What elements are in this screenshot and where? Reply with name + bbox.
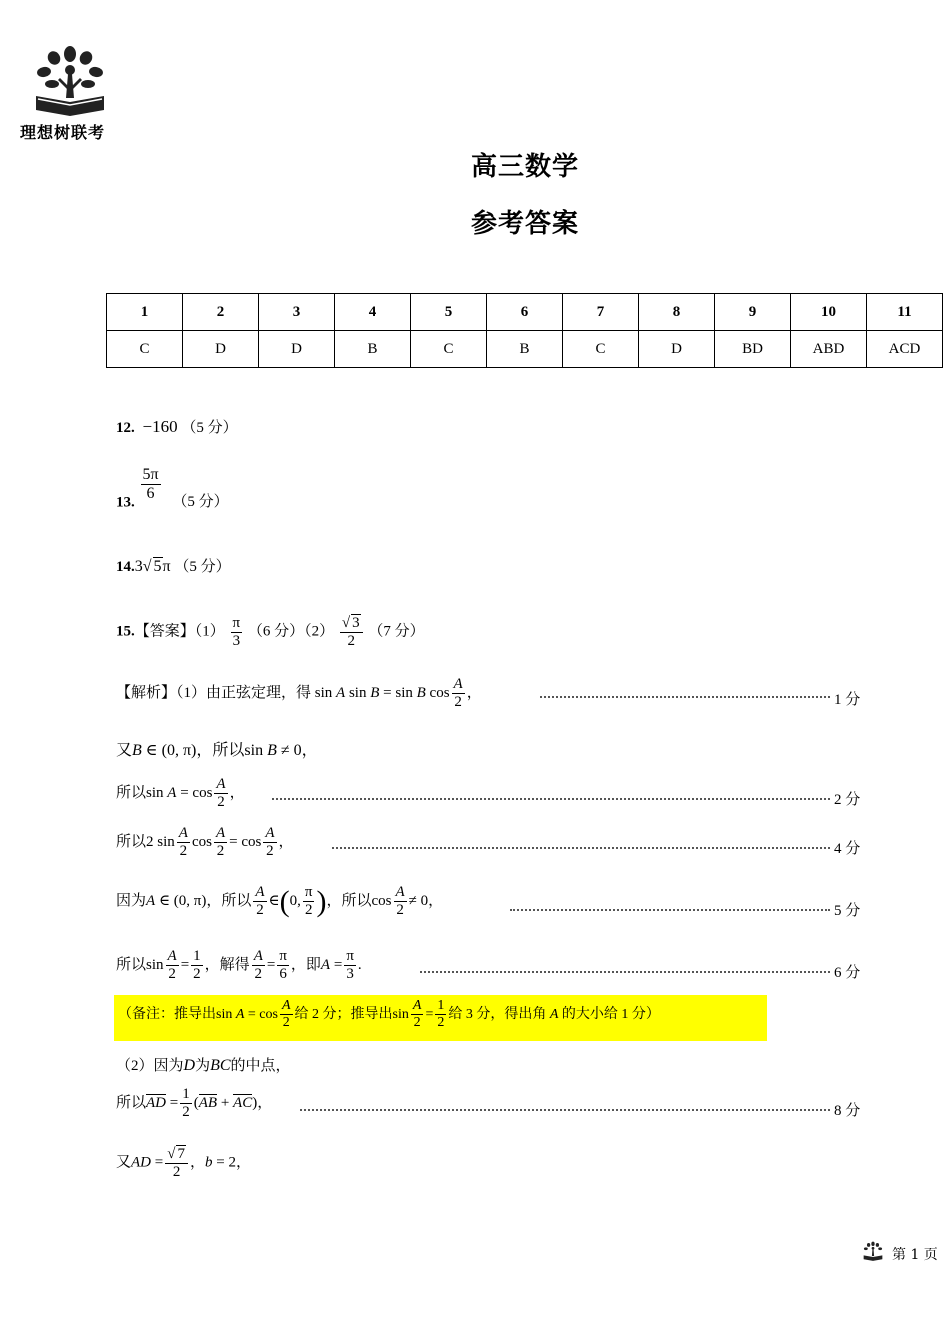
solution-l5-b: ，所以 bbox=[206, 893, 252, 910]
q15-a2-num: √ 3 bbox=[340, 614, 363, 633]
score-6: 6 分 bbox=[834, 965, 861, 981]
q13-label: 13. bbox=[116, 494, 135, 511]
answer-cell: D bbox=[183, 331, 259, 368]
dot-leader bbox=[332, 847, 830, 849]
score-8: 8 分 bbox=[834, 1103, 861, 1119]
q14-pi: π bbox=[162, 558, 171, 575]
tree-book-icon bbox=[862, 1241, 884, 1261]
q15-tag: 【答案】 bbox=[134, 623, 195, 640]
question-number: 9 bbox=[715, 294, 791, 331]
solution-line-4: 所以2 sin $\frac{A}{2}$ cos $\frac{A}{2}$ = cos $\frac{A}{2}$ ， bbox=[116, 825, 294, 860]
q13-line bbox=[116, 466, 229, 511]
solution-line-9: 又AD = $\frac{√ 7}{2}$ ，b = 2， bbox=[116, 1146, 251, 1181]
solution-l4-text: 所以 bbox=[116, 834, 147, 851]
solution-l1-formula: sin A sin B = sin B cos $\frac{A}{2}$ ， bbox=[314, 676, 482, 711]
answer-table-answer-row bbox=[107, 331, 943, 368]
solution-l5-a: 因为 bbox=[116, 893, 147, 910]
q13-denominator: 6 bbox=[146, 485, 155, 503]
p2-b: 为 bbox=[195, 1058, 211, 1074]
question-number: 6 bbox=[487, 294, 563, 331]
solution-l6-b: ，解得 bbox=[204, 957, 250, 974]
dot-leader bbox=[272, 798, 830, 800]
question-number: 1 bbox=[107, 294, 183, 331]
question-number: 2 bbox=[183, 294, 259, 331]
solution-line-5: 因为A ∈ (0, π)，所以 $\frac{A}{2}$ ∈(0, $\frac{\pi}{2}$ )，所以cos $\frac{A}{2}$ ≠ 0， bbox=[116, 884, 444, 919]
dot-leader bbox=[540, 696, 830, 698]
solution-l2-c: ， bbox=[301, 742, 318, 759]
score-2: 2 分 bbox=[834, 792, 861, 808]
q14-label: 14. bbox=[116, 559, 135, 575]
solution-l9-text: 又 bbox=[116, 1154, 132, 1171]
solution-l6-c: ，即 bbox=[290, 957, 321, 974]
q15-answer1 bbox=[231, 615, 243, 651]
q13-fraction bbox=[141, 466, 161, 504]
q15-line bbox=[116, 614, 425, 651]
q15-part2: （2） bbox=[304, 623, 335, 640]
q15-a2-den: 2 bbox=[347, 633, 355, 650]
solution-l2-b: ，所以 bbox=[196, 742, 245, 759]
q15-score2: （7 分） bbox=[368, 623, 425, 640]
answer-cell: C bbox=[411, 331, 487, 368]
q12-line bbox=[116, 416, 238, 437]
tree-book-icon bbox=[30, 44, 110, 116]
q12-value: −160 bbox=[142, 417, 178, 436]
solution-l9-b: ， bbox=[235, 1154, 251, 1171]
solution-line-8: 所以AD = $\frac{1}{2}$ (AB + AC)， bbox=[116, 1086, 273, 1121]
solution-l5-c: ，所以 bbox=[326, 893, 372, 910]
note-c: 给 3 分，得出角 bbox=[448, 1006, 547, 1022]
q13-numerator: 5π bbox=[141, 466, 161, 485]
solution-l2-a: 又 bbox=[116, 742, 133, 759]
score-4: 4 分 bbox=[834, 841, 861, 857]
solution-l8-text: 所以 bbox=[116, 1095, 147, 1112]
brand-name: 理想树联考 bbox=[20, 123, 106, 142]
score-5: 5 分 bbox=[834, 903, 861, 919]
q15-a1-den: 3 bbox=[232, 632, 241, 649]
question-number: 10 bbox=[791, 294, 867, 331]
answer-cell: B bbox=[335, 331, 411, 368]
answer-cell: C bbox=[107, 331, 183, 368]
q15-score1: （6 分） bbox=[247, 623, 305, 640]
solution-l3-text: 所以 bbox=[116, 785, 147, 802]
question-number: 11 bbox=[867, 294, 943, 331]
answer-table bbox=[106, 293, 943, 368]
solution-line-3: 所以sin A = cos $\frac{A}{2}$ ， bbox=[116, 776, 245, 811]
solution-part2-line: （2）因为D为BC的中点， bbox=[116, 1057, 291, 1074]
solution-line-2: 又B ∈ (0, π)，所以sin B ≠ 0， bbox=[116, 742, 318, 759]
answer-cell: B bbox=[487, 331, 563, 368]
solution-l6-a: 所以 bbox=[116, 957, 147, 974]
page-number: 第 1 页 bbox=[892, 1247, 938, 1263]
q14-score: （5 分） bbox=[174, 559, 231, 575]
q12-score: （5 分） bbox=[181, 420, 238, 436]
q15-label: 15. bbox=[116, 623, 135, 640]
answer-cell: C bbox=[563, 331, 639, 368]
q14-coef: 3 bbox=[134, 558, 143, 575]
question-number: 8 bbox=[639, 294, 715, 331]
solution-l1-text: 【解析】（1）由正弦定理，得 bbox=[116, 685, 312, 702]
solution-line-1 bbox=[116, 676, 482, 712]
answer-cell: ACD bbox=[867, 331, 943, 368]
p2-c: 的中点， bbox=[230, 1058, 291, 1074]
answer-cell: D bbox=[259, 331, 335, 368]
score-1: 1 分 bbox=[834, 692, 861, 708]
q15-a1-num: π bbox=[231, 615, 243, 633]
answer-cell: BD bbox=[715, 331, 791, 368]
q15-answer2 bbox=[340, 614, 363, 651]
q13-score: （5 分） bbox=[172, 494, 229, 511]
note-d: 的大小给 1 分） bbox=[561, 1006, 660, 1022]
p2-a: （2）因为 bbox=[116, 1058, 184, 1074]
note-a: （备注：推导出 bbox=[118, 1006, 216, 1022]
dot-leader bbox=[510, 909, 830, 911]
note-b: 给 2 分；推导出 bbox=[294, 1006, 393, 1022]
solution-line-6: 所以sin $\frac{A}{2}$ = $\frac{1}{2}$ ，解得 $\frac{A}{2}$ = $\frac{\pi}{6}$ ，即A = $\frac{\pi}{3}$ . bbox=[116, 948, 362, 983]
question-number: 3 bbox=[259, 294, 335, 331]
grading-note: （备注：推导出sin A = cos $\frac{A}{2}$ 给 2 分；推导出sin $\frac{A}{2}$ = $\frac{1}{2}$ 给 3 分，得出角 A 的大小给 1 分） bbox=[118, 998, 660, 1031]
question-number: 7 bbox=[563, 294, 639, 331]
question-number: 4 bbox=[335, 294, 411, 331]
answer-table-header-row bbox=[107, 294, 943, 331]
q15-a2-radicand: 3 bbox=[352, 615, 360, 631]
q12-label: 12. bbox=[116, 420, 135, 436]
answer-cell: ABD bbox=[791, 331, 867, 368]
dot-leader bbox=[420, 971, 830, 973]
answer-cell: D bbox=[639, 331, 715, 368]
page-subtitle: 参考答案 bbox=[470, 209, 579, 239]
dot-leader bbox=[300, 1109, 830, 1111]
q14-radicand: 5 bbox=[153, 558, 162, 575]
question-number: 5 bbox=[411, 294, 487, 331]
q14-line: 14.3√ 5π （5 分） bbox=[116, 558, 231, 575]
page-title: 高三数学 bbox=[470, 152, 579, 182]
q15-part1: （1） bbox=[194, 623, 225, 640]
